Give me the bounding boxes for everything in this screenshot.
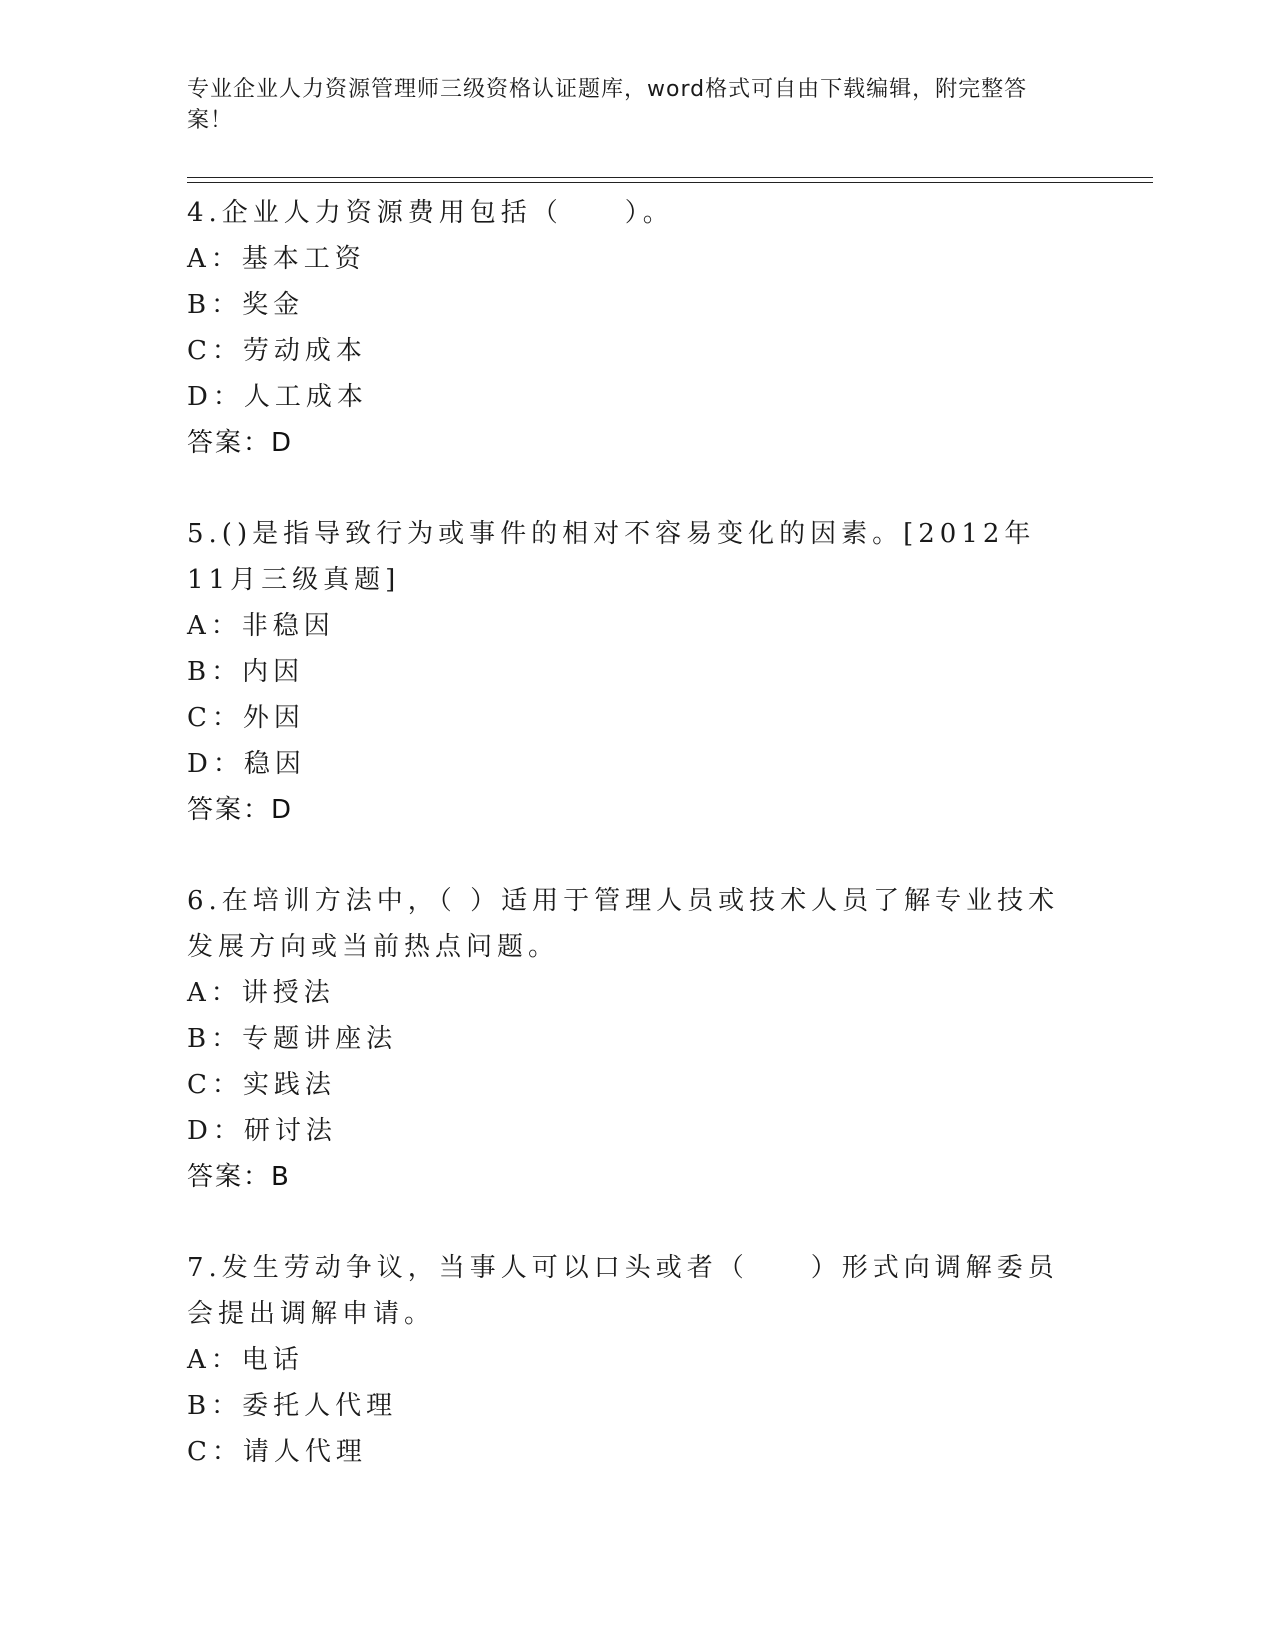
- answer-line: 答案：D: [187, 795, 294, 825]
- option-a: A：基本工资: [187, 244, 366, 274]
- option-b: B：奖金: [187, 290, 305, 320]
- option-c: C：劳动成本: [187, 336, 367, 366]
- question-stem: 5.()是指导致行为或事件的相对不容易变化的因素。[2012年11月三级真题]: [187, 519, 1036, 595]
- option-d: D：研讨法: [187, 1116, 337, 1146]
- question-item: [187, 878, 1087, 1200]
- header-divider-top: [187, 177, 1153, 178]
- question-stem: 6.在培训方法中，（ ）适用于管理人员或技术人员了解专业技术发展方向或当前热点问题。: [187, 886, 1060, 962]
- option-a: A：电话: [187, 1345, 304, 1375]
- question-item: [187, 1245, 1087, 1475]
- option-c: C：请人代理: [187, 1437, 367, 1467]
- option-c: C：外因: [187, 703, 305, 733]
- answer-line: 答案：D: [187, 428, 294, 458]
- option-a: A：非稳因: [187, 611, 335, 641]
- option-a: A：讲授法: [187, 978, 335, 1008]
- option-b: B：专题讲座法: [187, 1024, 398, 1054]
- option-b: B：内因: [187, 657, 305, 687]
- question-item: [187, 511, 1087, 833]
- option-d: D：人工成本: [187, 382, 368, 412]
- document-header: 专业企业人力资源管理师三级资格认证题库，word格式可自由下载编辑，附完整答案！: [187, 77, 1028, 133]
- question-stem: 4.企业人力资源费用包括（ ）。: [187, 198, 674, 228]
- option-b: B：委托人代理: [187, 1391, 398, 1421]
- question-stem: 7.发生劳动争议，当事人可以口头或者（ ）形式向调解委员会提出调解申请。: [187, 1253, 1059, 1329]
- question-list: [187, 190, 1087, 1475]
- option-d: D：稳因: [187, 749, 306, 779]
- answer-line: 答案：B: [187, 1162, 291, 1192]
- option-c: C：实践法: [187, 1070, 336, 1100]
- header-divider-bottom: [187, 182, 1153, 183]
- question-item: [187, 190, 1087, 466]
